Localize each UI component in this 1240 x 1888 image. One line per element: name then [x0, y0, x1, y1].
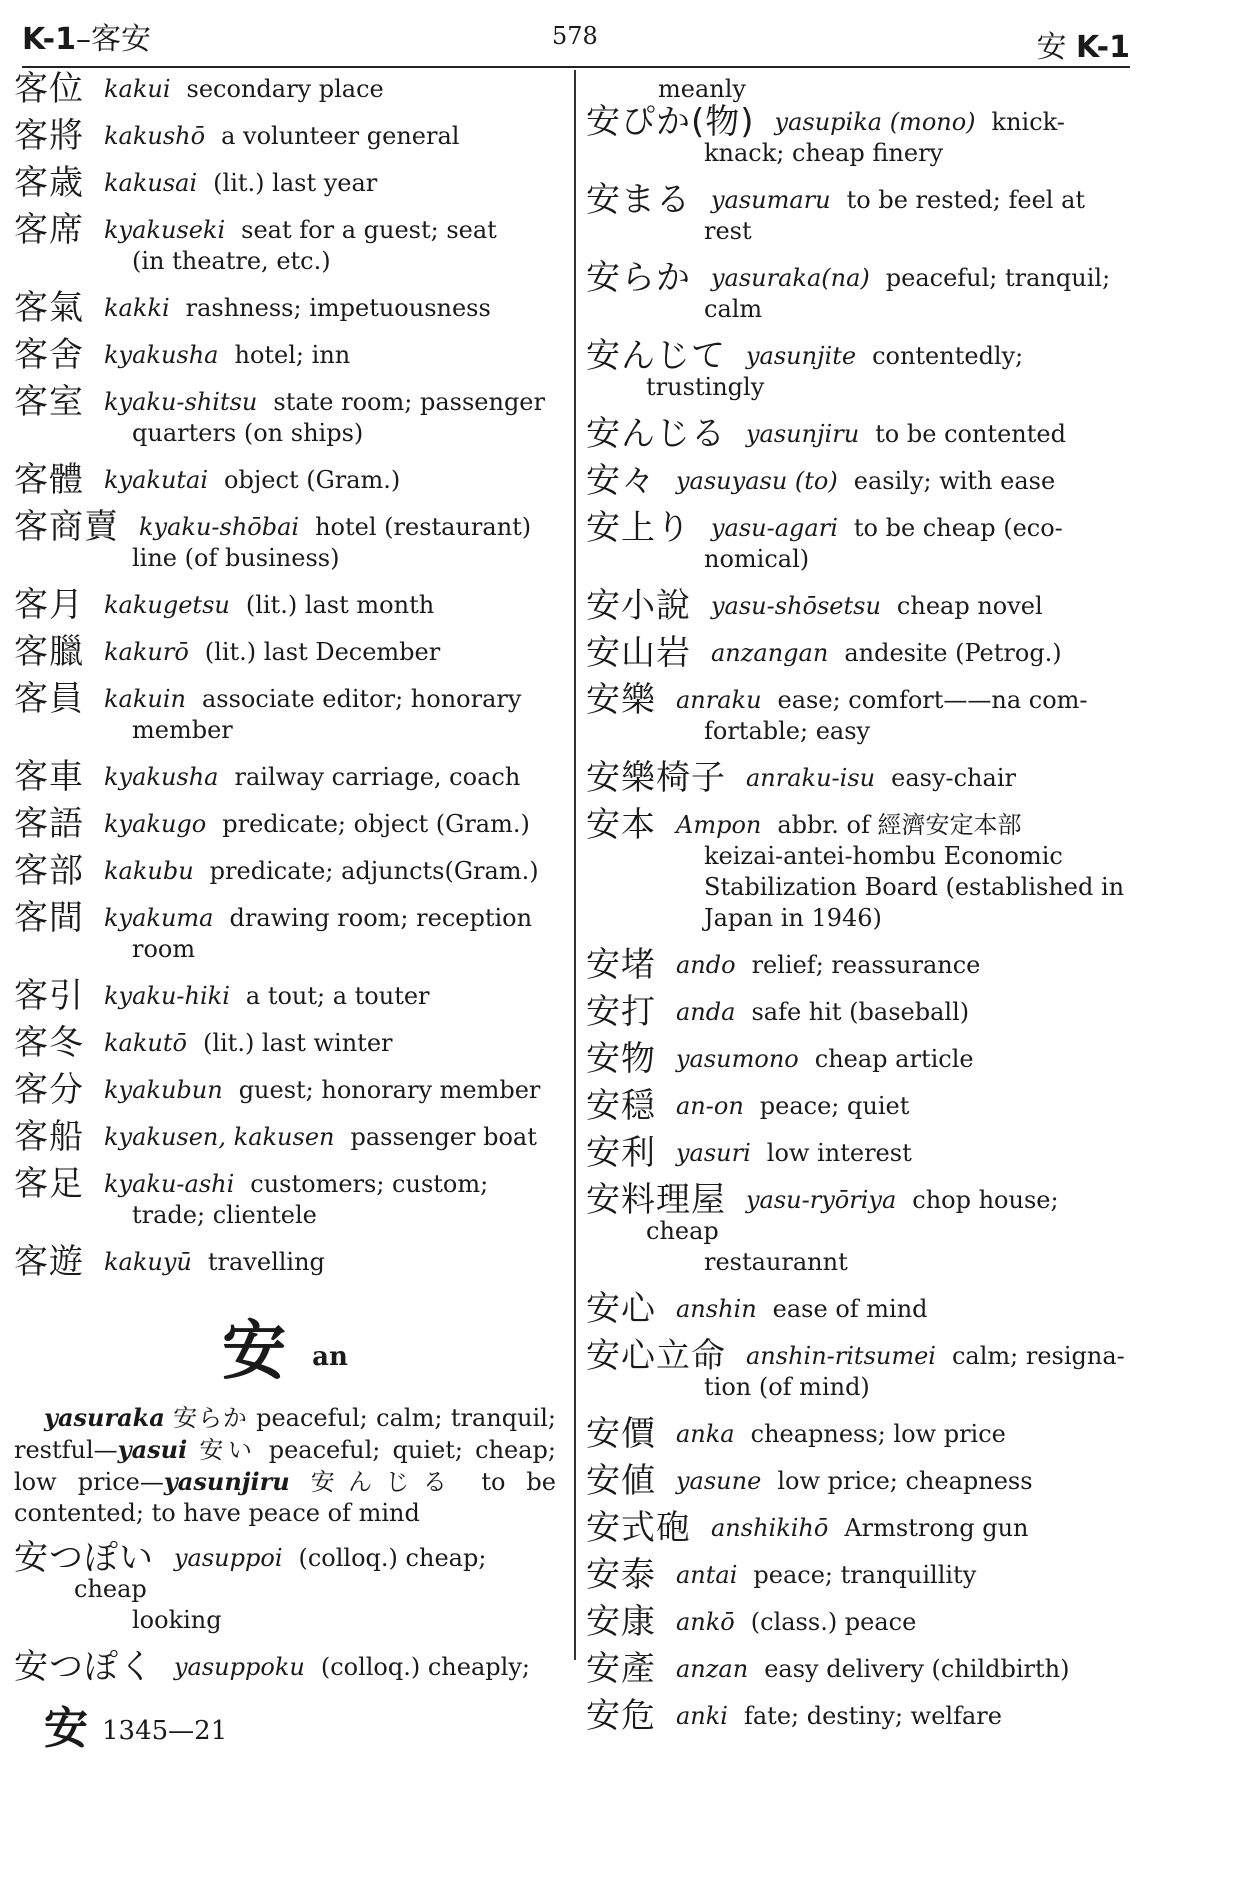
entry-kanji: 安料理屋 — [586, 1180, 726, 1220]
entry-kanji: 客冬 — [14, 1023, 84, 1063]
entry-kanji: 客部 — [14, 851, 84, 891]
entry-definition: rashness; impetuousness — [185, 294, 491, 322]
entry-definition: contentedly; trustingly — [646, 342, 1024, 401]
entry-romaji: kyaku-shōbai — [139, 513, 300, 541]
entry-kanji: 客商賣 — [14, 507, 119, 547]
dictionary-entry — [14, 116, 556, 156]
entry-continuation: line (of business) — [132, 544, 340, 572]
headword-kanji: 安 — [222, 1315, 287, 1389]
dictionary-entry — [14, 898, 556, 965]
entry-definition: hotel; inn — [234, 341, 351, 369]
dictionary-entry — [14, 210, 556, 277]
entry-definition: knick- — [991, 108, 1065, 136]
entry-kanji: 客足 — [14, 1164, 84, 1204]
column-divider — [574, 70, 576, 1660]
dictionary-entry — [586, 680, 1126, 747]
dictionary-entry — [586, 1180, 1126, 1278]
reading-2-gloss: peaceful; quiet; cheap; low price— — [14, 1436, 556, 1496]
entry-kanji: 安々 — [586, 461, 656, 501]
page-header — [22, 8, 1130, 65]
entry-definition: (lit.) last year — [213, 169, 378, 197]
reading-2-kana: 安い — [199, 1436, 257, 1464]
entry-kanji: 安心立命 — [586, 1336, 726, 1376]
entry-definition: low interest — [766, 1139, 912, 1167]
entry-definition: safe hit (baseball) — [751, 998, 970, 1026]
entry-definition: (lit.) last month — [245, 591, 435, 619]
dictionary-entry — [14, 460, 556, 500]
header-right-guide — [1036, 22, 1130, 66]
entry-definition: passenger boat — [350, 1123, 537, 1151]
right-column — [586, 74, 1126, 1736]
entry-kanji: 客位 — [14, 69, 84, 109]
entry-romaji: kyakusen, kakusen — [104, 1123, 335, 1151]
entry-romaji: anzangan — [711, 639, 829, 667]
entry-kanji: 客將 — [14, 116, 84, 156]
entry-romaji: anshikihō — [711, 1514, 829, 1542]
reading-3: yasunjiru — [163, 1467, 290, 1496]
entry-definition: to be cheap (eco- — [853, 514, 1063, 542]
entry-continuation: fortable; easy — [704, 717, 871, 745]
reading-1: yasuraka — [44, 1403, 165, 1432]
entry-romaji: anshin — [676, 1295, 757, 1323]
entry-kanji: 安康 — [586, 1602, 656, 1642]
entry-romaji: kyakusha — [104, 341, 219, 369]
entry-romaji: yasune — [676, 1467, 762, 1495]
footer-number: 1345—21 — [102, 1716, 228, 1746]
entry-romaji: kakusai — [104, 169, 198, 197]
dictionary-entry — [586, 1039, 1126, 1079]
entry-kanji: 安んじて — [586, 336, 726, 376]
entry-romaji: anda — [676, 998, 736, 1026]
entry-romaji: yasuppoi — [174, 1544, 283, 1572]
entry-definition: cheap novel — [896, 592, 1043, 620]
dictionary-entry — [14, 507, 556, 574]
dictionary-entry — [586, 508, 1126, 575]
dictionary-entry — [14, 1117, 556, 1157]
entry-romaji: an-on — [676, 1092, 744, 1120]
dictionary-entry — [14, 976, 556, 1016]
entry-kanji: 客室 — [14, 382, 84, 422]
entry-definition: relief; reassurance — [751, 951, 981, 979]
entry-kanji: 安つぽく — [14, 1647, 154, 1687]
entry-romaji: anraku — [676, 686, 762, 714]
dictionary-entry — [14, 1023, 556, 1063]
entry-definition: (colloq.) cheaply; — [320, 1653, 530, 1681]
entry-romaji: kyaku-shitsu — [104, 388, 258, 416]
entry-kanji: 安式砲 — [586, 1508, 691, 1548]
dictionary-entry — [14, 1647, 556, 1687]
entry-continuation: calm — [704, 295, 763, 323]
entry-romaji: antai — [676, 1561, 738, 1589]
entry-definition: low price; cheapness — [777, 1467, 1033, 1495]
headword-reading: an — [312, 1342, 348, 1372]
entry-romaji: kyakutai — [104, 466, 209, 494]
entry-definition: railway carriage, coach — [234, 763, 521, 791]
entry-definition: guest; honorary member — [238, 1076, 541, 1104]
entry-definition: Armstrong gun — [844, 1514, 1029, 1542]
dictionary-entry — [14, 163, 556, 203]
entry-romaji: kyakuseki — [104, 216, 226, 244]
entry-definition: (class.) peace — [750, 1608, 917, 1636]
dictionary-entry — [586, 258, 1126, 325]
entry-definition: predicate; object (Gram.) — [222, 810, 530, 838]
entry-romaji: kyakuma — [104, 904, 214, 932]
entry-kanji: 安樂椅子 — [586, 758, 726, 798]
entry-kanji: 客席 — [14, 210, 84, 250]
entry-definition: customers; custom; — [250, 1170, 489, 1198]
entry-definition: andesite (Petrog.) — [844, 639, 1062, 667]
dictionary-entry — [14, 585, 556, 625]
entry-romaji: kakubu — [104, 857, 194, 885]
dictionary-entry — [586, 1696, 1126, 1736]
entry-definition: cheapness; low price — [750, 1420, 1006, 1448]
entry-continuation: tion (of mind) — [704, 1373, 870, 1401]
dictionary-entry — [14, 679, 556, 746]
entry-romaji: kyakusha — [104, 763, 219, 791]
entry-kanji: 客車 — [14, 757, 84, 797]
entry-definition: state room; passenger — [273, 388, 545, 416]
entry-definition: object (Gram.) — [224, 466, 401, 494]
entry-continuation: restaurannt — [704, 1248, 848, 1276]
dictionary-entry — [586, 1461, 1126, 1501]
entry-kanji: 安本 — [586, 805, 656, 845]
dictionary-entry — [14, 69, 556, 109]
entry-continuation: knack; cheap finery — [704, 139, 944, 167]
entry-romaji: kakugetsu — [104, 591, 230, 619]
entry-kanji: 安上り — [586, 508, 691, 548]
header-left-code: K-1 — [22, 22, 76, 57]
entry-romaji: anshin-ritsumei — [746, 1342, 936, 1370]
entry-romaji: yasumono — [676, 1045, 799, 1073]
entry-romaji: kakuyū — [104, 1248, 192, 1276]
entry-definition: drawing room; reception — [229, 904, 533, 932]
header-right-code: K-1 — [1076, 30, 1130, 65]
dictionary-entry — [586, 1649, 1126, 1689]
footer-kanji: 安 — [44, 1703, 88, 1754]
entry-continuation: nomical) — [704, 545, 810, 573]
dictionary-entry — [586, 1602, 1126, 1642]
entry-kanji: 客體 — [14, 460, 84, 500]
entry-romaji: yasumaru — [711, 186, 831, 214]
entry-kanji: 安物 — [586, 1039, 656, 1079]
entry-kanji: 客間 — [14, 898, 84, 938]
entry-definition: fate; destiny; welfare — [743, 1702, 1002, 1730]
entry-definition: a volunteer general — [221, 122, 460, 150]
reading-3-kana: 安んじる — [310, 1468, 461, 1496]
entry-kanji: 客語 — [14, 804, 84, 844]
entry-romaji: kyaku-hiki — [104, 982, 230, 1010]
entry-definition: to be rested; feel at — [846, 186, 1086, 214]
entry-romaji: Ampon — [676, 811, 762, 839]
dictionary-entry — [586, 1336, 1126, 1403]
entry-kanji: 安危 — [586, 1696, 656, 1736]
dictionary-entry — [14, 1164, 556, 1231]
entry-romaji: kyakubun — [104, 1076, 223, 1104]
dictionary-entry — [14, 757, 556, 797]
entry-kanji: 客遊 — [14, 1242, 84, 1282]
entry-kanji: 安樂 — [586, 680, 656, 720]
entry-definition: calm; resigna- — [951, 1342, 1125, 1370]
entry-kanji: 客分 — [14, 1070, 84, 1110]
entry-kanji: 安心 — [586, 1289, 656, 1329]
entry-definition: a tout; a touter — [245, 982, 430, 1010]
entry-kanji: 客氣 — [14, 288, 84, 328]
entry-romaji: yasunjiru — [746, 420, 860, 448]
dictionary-entry — [586, 992, 1126, 1032]
header-left-kanji: –客安 — [75, 22, 151, 57]
dictionary-entry — [586, 1555, 1126, 1595]
entry-definition: travelling — [207, 1248, 325, 1276]
dictionary-entry — [14, 1070, 556, 1110]
entry-continuation: room — [132, 935, 196, 963]
continued-text: meanly — [658, 75, 746, 103]
entry-romaji: anzan — [676, 1655, 749, 1683]
reading-1-kana: 安らか — [173, 1404, 248, 1432]
entry-definition: chop house; cheap — [646, 1186, 1059, 1245]
entry-kanji: 安穏 — [586, 1086, 656, 1126]
right-entry-list — [586, 102, 1126, 1736]
entry-kanji: 安打 — [586, 992, 656, 1032]
entry-kanji: 安小說 — [586, 586, 691, 626]
dictionary-entry — [586, 1289, 1126, 1329]
entry-continuation: quarters (on ships) — [132, 419, 364, 447]
entry-definition: ease; comfort——na com- — [777, 686, 1088, 714]
entry-continuation: (in theatre, etc.) — [132, 247, 331, 275]
dictionary-entry — [586, 633, 1126, 673]
entry-definition: hotel (restaurant) — [315, 513, 532, 541]
entry-romaji: anraku-isu — [746, 764, 876, 792]
headword-block — [14, 1300, 556, 1392]
entry-kanji: 客月 — [14, 585, 84, 625]
entry-definition: easy delivery (childbirth) — [764, 1655, 1070, 1683]
entry-romaji: kakki — [104, 294, 170, 322]
entry-romaji: yasuri — [676, 1139, 751, 1167]
entry-kanji: 客臘 — [14, 632, 84, 672]
entry-definition: cheap article — [814, 1045, 974, 1073]
dictionary-entry — [586, 414, 1126, 454]
dictionary-entry — [14, 382, 556, 449]
entry-definition: predicate; adjuncts(Gram.) — [209, 857, 539, 885]
dictionary-entry — [586, 1133, 1126, 1173]
entry-romaji: yasu-ryōriya — [746, 1186, 897, 1214]
entry-romaji: kakushō — [104, 122, 206, 150]
reading-2: yasui — [117, 1435, 188, 1464]
dictionary-entry — [586, 758, 1126, 798]
dictionary-entry — [586, 1414, 1126, 1454]
entry-kanji: 安堵 — [586, 945, 656, 985]
entry-romaji: kakui — [104, 75, 171, 103]
entry-definition: seat for a guest; seat — [241, 216, 497, 244]
header-left-guide — [22, 14, 151, 58]
reading-3-gloss: to be contented; to have peace of mind — [14, 1468, 556, 1527]
entry-kanji: 客歳 — [14, 163, 84, 203]
entry-kanji: 安まる — [586, 180, 691, 220]
entry-romaji: kyakugo — [104, 810, 207, 838]
dictionary-entry — [14, 288, 556, 328]
entry-definition: abbr. of 經濟安定本部 — [777, 811, 1022, 839]
entry-definition: associate editor; honorary — [201, 685, 522, 713]
entry-kanji: 安價 — [586, 1414, 656, 1454]
dictionary-entry — [586, 586, 1126, 626]
page-number: 578 — [552, 22, 598, 50]
dictionary-entry — [586, 1508, 1126, 1548]
entry-definition: peaceful; tranquil; — [885, 264, 1111, 292]
entry-romaji: yasupika (mono) — [774, 108, 976, 136]
dictionary-entry — [14, 335, 556, 375]
entry-continuation: rest — [704, 217, 752, 245]
entry-kanji: 安利 — [586, 1133, 656, 1173]
header-right-kanji: 安 — [1036, 30, 1067, 65]
dictionary-entry — [586, 945, 1126, 985]
dictionary-entry — [14, 804, 556, 844]
headword-definition — [14, 1402, 556, 1529]
entry-romaji: anka — [676, 1420, 735, 1448]
entry-kanji: 安つぽい — [14, 1538, 154, 1578]
entry-kanji: 安んじる — [586, 414, 726, 454]
dictionary-entry — [586, 805, 1126, 934]
dictionary-entry — [586, 461, 1126, 501]
entry-romaji: yasu-agari — [711, 514, 838, 542]
entry-kanji: 安らか — [586, 258, 691, 298]
reading-1-gloss: peaceful; calm; tranquil; restful— — [14, 1404, 556, 1464]
entry-continuation: trade; clientele — [132, 1201, 317, 1229]
entry-definition: to be contented — [875, 420, 1066, 448]
entry-kanji: 客引 — [14, 976, 84, 1016]
dictionary-entry — [14, 1242, 556, 1282]
entry-definition: easy-chair — [891, 764, 1016, 792]
entry-definition: peace; quiet — [759, 1092, 910, 1120]
dictionary-entry — [14, 1538, 556, 1636]
entry-kanji: 客船 — [14, 1117, 84, 1157]
entry-romaji: yasuppoku — [174, 1653, 305, 1681]
header-rule — [22, 66, 1130, 68]
entry-definition: easily; with ease — [853, 467, 1056, 495]
entry-romaji: yasuyasu (to) — [676, 467, 838, 495]
entry-kanji: 安値 — [586, 1461, 656, 1501]
dictionary-entry — [586, 180, 1126, 247]
entry-kanji: 客員 — [14, 679, 84, 719]
entry-continuation: keizai-antei-hombu Economic Stabilization Board (established in Japan in 1946) — [704, 842, 1125, 932]
entry-romaji: ankō — [676, 1608, 735, 1636]
entry-definition: (lit.) last December — [204, 638, 441, 666]
entry-romaji: yasu-shōsetsu — [711, 592, 881, 620]
entry-continuation: member — [132, 716, 233, 744]
entry-kanji: 客舍 — [14, 335, 84, 375]
dictionary-entry — [586, 336, 1126, 403]
dictionary-entry — [14, 632, 556, 672]
entry-kanji: 安泰 — [586, 1555, 656, 1595]
dictionary-entry — [586, 1086, 1126, 1126]
entry-romaji: kyaku-ashi — [104, 1170, 235, 1198]
entry-continuation: looking — [132, 1606, 222, 1634]
entry-romaji: kakutō — [104, 1029, 187, 1057]
entry-romaji: anki — [676, 1702, 728, 1730]
entry-kanji: 安產 — [586, 1649, 656, 1689]
dictionary-entry — [14, 851, 556, 891]
entry-kanji: 安ぴか(物) — [586, 102, 755, 142]
entry-definition: peace; tranquillity — [753, 1561, 977, 1589]
left-column — [14, 69, 556, 1687]
entry-romaji: ando — [676, 951, 736, 979]
entry-definition: secondary place — [186, 75, 384, 103]
entry-kanji: 安山岩 — [586, 633, 691, 673]
entry-definition: (lit.) last winter — [202, 1029, 393, 1057]
entry-definition: (colloq.) cheap; cheap — [74, 1544, 487, 1603]
entry-romaji: yasuraka(na) — [711, 264, 870, 292]
entry-romaji: yasunjite — [746, 342, 857, 370]
left-entry-list — [14, 69, 556, 1282]
left-entry-list-2 — [14, 1538, 556, 1687]
entry-romaji: kakurō — [104, 638, 189, 666]
dictionary-entry — [586, 102, 1126, 169]
page-footer — [44, 1692, 227, 1756]
entry-definition: ease of mind — [772, 1295, 928, 1323]
entry-romaji: kakuin — [104, 685, 186, 713]
